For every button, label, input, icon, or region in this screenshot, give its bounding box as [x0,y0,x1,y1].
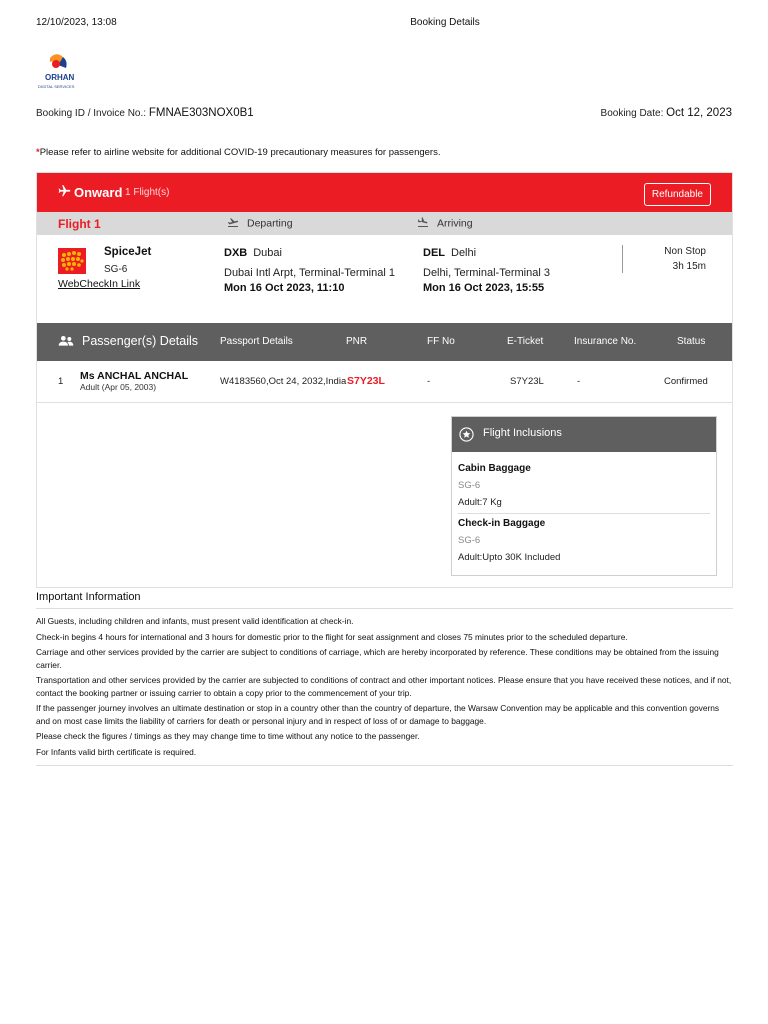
users-icon [58,334,74,352]
airline-name: SpiceJet [104,246,152,258]
booking-id-label: Booking ID / Invoice No.: [36,108,147,119]
departing-header [227,217,293,230]
checkin-baggage-title: Check-in Baggage [458,518,546,529]
booking-date [601,107,732,119]
departure-airport: Dubai Intl Arpt, Terminal-Terminal 1 [224,267,395,279]
flight-header [37,212,732,235]
passenger-title: Passenger(s) Details [82,334,199,348]
stops-divider [622,245,623,273]
section-end-rule [36,765,733,766]
spicejet-logo [58,248,86,274]
important-list [36,615,733,758]
cabin-baggage-title: Cabin Baggage [458,463,531,474]
flight-count: 1 Flight(s) [125,187,170,198]
arriving-header [417,217,473,230]
checkin-baggage-code: SG-6 [458,535,481,546]
stops-info: Non Stop [664,246,706,257]
inclusions-title: Flight Inclusions [483,427,562,439]
print-datetime: 12/10/2023, 13:08 [36,17,117,28]
svg-text:ORHAN: ORHAN [45,73,75,82]
orhan-logo [36,52,88,92]
important-item: Please check the figures / timings as they may change time to time without any notice to the passenger. [36,731,420,741]
pax-name: Ms ANCHAL ANCHAL [80,370,189,382]
arrival-info [423,247,623,294]
booking-id-value: FMNAE303NOX0B1 [148,107,254,119]
cabin-baggage-code: SG-6 [458,480,481,491]
notice-star: * [36,147,40,158]
webcheckin-link[interactable]: WebCheckIn Link [58,278,141,290]
checkin-baggage-value: Adult:Upto 30K Included [458,552,561,563]
arrival-time: Mon 16 Oct 2023, 15:55 [423,282,545,294]
col-status: Status [677,336,706,347]
arrival-city: Delhi [451,247,477,259]
booking-date-label: Booking Date: [600,108,664,119]
pax-pnr: S7Y23L [347,375,385,387]
arrival-airport: Delhi, Terminal-Terminal 3 [423,267,550,279]
print-title: Booking Details [410,17,480,28]
important-item: For Infants valid birth certificate is required. [36,746,197,757]
departure-time: Mon 16 Oct 2023, 11:10 [224,282,345,294]
inclusions-separator [458,513,710,514]
important-item: Check-in begins 4 hours for international and 3 hours for domestic prior to the flight for seat assignment and closes 75 minutes prior to the scheduled departure. [36,631,628,642]
onward-label: Onward [74,185,123,200]
passenger-header [37,323,732,361]
booking-date-value: Oct 12, 2023 [666,107,732,119]
col-ff: FF No [427,336,455,347]
arriving-label: Arriving [437,217,473,230]
notice-text: Please refer to airline website for additional COVID-19 precautionary measures for passengers. [39,147,441,158]
inclusions-header [452,417,716,452]
cabin-baggage-value: Adult:7 Kg [458,497,502,508]
departure-code: DXB [224,247,248,259]
pax-index: 1 [58,376,64,387]
itinerary-card [36,172,733,588]
important-item: Carriage and other services provided by the carrier are subject to conditions of carriage, which are hereby incorporated by reference. These conditions may be obtained from the issuing carrier. [36,647,719,670]
pax-identity [80,370,188,392]
col-eticket: E-Ticket [507,336,544,347]
col-passport: Passport Details [220,336,293,347]
important-item: Transportation and other services provided by the carrier are subjected to conditions of contract and other important notices. Please ensure that you have received these notices, and if not, contact the booking partner or issuing carrier to obtain a copy prior to the commencement of your trip. [36,675,732,698]
refundable-badge: Refundable [644,183,711,206]
col-pnr: PNR [346,336,368,347]
arrival-code: DEL [423,247,445,259]
flight-number: Flight 1 [58,217,101,231]
flight-code: SG-6 [104,264,128,275]
inclusions-body [458,463,710,563]
important-title: Important Information [36,591,733,609]
takeoff-icon [227,217,239,230]
col-insurance: Insurance No. [574,336,637,347]
airplane-icon [57,184,72,203]
pax-ff: - [427,376,431,387]
flight-inclusions [451,416,717,576]
covid-notice [36,147,440,158]
onward-bar [37,173,732,212]
pax-status: Confirmed [664,376,708,387]
departure-city: Dubai [253,247,282,259]
landing-icon [417,217,429,230]
pax-type-dob: Adult (Apr 05, 2003) [80,382,157,392]
departure-info [224,247,410,294]
departing-label: Departing [247,217,293,230]
flight-duration: 3h 15m [672,261,706,272]
pax-eticket: S7Y23L [510,376,544,387]
pax-insurance: - [577,376,581,387]
svg-text:DIGITAL SERVICES: DIGITAL SERVICES [38,84,75,89]
important-item: All Guests, including children and infants, must present valid identification at check-in. [36,616,354,626]
passenger-row [37,361,732,403]
important-item: If the passenger journey involves an ultimate destination or stop in a country other than the country of departure, the Warsaw Convention may be applicable and this convention governs and on most case limits the liability of carriers for death or personal injury and in respect of loss of or damage to baggage. [36,703,720,726]
print-header [0,17,768,31]
important-information [36,591,733,766]
booking-id [36,107,254,119]
pax-passport: W4183560,Oct 24, 2032,India [220,376,347,387]
star-icon [459,427,474,447]
